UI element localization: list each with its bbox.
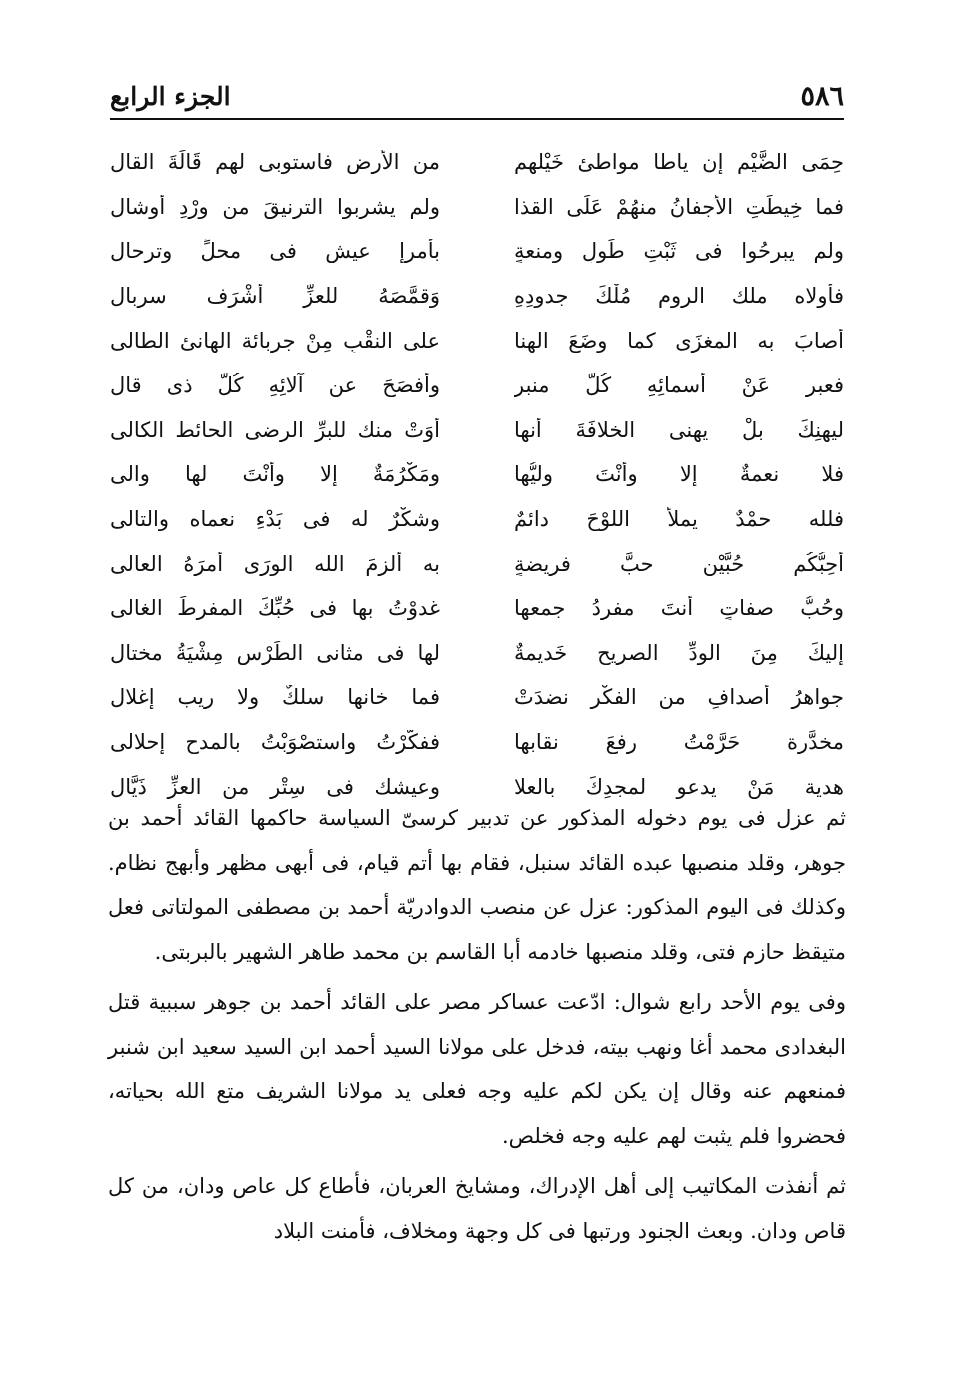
- first-hemistich: أصابَ به المغزَى كما وضَعَ الهنا: [514, 328, 844, 353]
- part-title: الجزء الرابع: [110, 81, 231, 111]
- second-hemistich: به أَلزمَ الله الورَى أمرَهُ العالى: [110, 551, 440, 576]
- second-hemistich: ففكَّرْتُ واستصْوَبْتُ بالمدح إحلالى: [110, 730, 440, 755]
- poem: [110, 140, 844, 809]
- verse-line: [110, 497, 844, 542]
- second-hemistich: فما خانها سلكٌ ولا ريب إغلالِ: [110, 685, 440, 710]
- first-hemistich: أُحِبُّكُم حُبَّيْنِ حبَّ فريضةٍ: [514, 551, 844, 576]
- verse-line: [110, 631, 844, 676]
- first-hemistich: وحُبُّ صفاتٍ أنتَ مفردُ جمعها: [514, 596, 844, 621]
- paragraph: وفى يوم الأحد رابع شوال: ادّعت عساكر مصر على القائد أحمد بن جوهر سببية قتل البغدادى محمد أغا ونهب بيته، فدخل على مولانا السيد أحمد ابن السيد سعيد ابن شنبر فمنعهم عنه وقال إن يكن لكم عليه وجه فعلى يد مولانا الشريف متع الله بحياته، فحضروا فلم يثبت لهم عليه وجه فخلص.: [108, 990, 846, 1148]
- second-hemistich: وشكْرٌ له فى بَدْءِ نعماه والتالى: [110, 507, 440, 532]
- first-hemistich: ليهنِكَ بلْ يهنى الخلافَةَ أنها: [514, 417, 844, 442]
- running-header: [110, 74, 844, 120]
- verse-line: [110, 318, 844, 363]
- first-hemistich: فما خِيطَتِ الأجفانُ منهُمْ عَلَى القذا: [514, 194, 844, 219]
- second-hemistich: على النقْبِ مِنْ جربائة الهانئ الطالى: [110, 328, 440, 353]
- first-hemistich: ولم يبرحُوا فى ثَبْتِ طَولٍ ومنعةٍ: [514, 239, 844, 264]
- paragraph: ثم أنفذت المكاتيب إلى أهل الإدراك، ومشايخ العربان، فأطاع كل عاص ودان، من كل قاص ودان. وبعث الجنود ورتبها فى كل وجهة ومخلاف، فأمنت البلاد: [108, 1174, 846, 1243]
- verse-line: [110, 675, 844, 720]
- first-hemistich: جواهرُ أصدافِ من الفكْرِ نضدَتْ: [514, 685, 844, 710]
- first-hemistich: فلا نعمةٌ إلا وأنْتَ وليُّها: [514, 462, 844, 487]
- second-hemistich: وعيشك فى سِتْرٍ من العزِّ ذَيَّالِ: [110, 774, 440, 799]
- first-hemistich: فأولاه ملك الروم مُلْكَ جدودِهِ: [514, 284, 844, 309]
- first-hemistich: هدية مَنْ يدعو لمجدِكَ بالعلا: [514, 774, 844, 799]
- verse-line: [110, 720, 844, 765]
- prose-body: [108, 796, 846, 1253]
- verse-line: [110, 586, 844, 631]
- second-hemistich: ومَكْرُمَةٌ إلا وأنْتَ لها والى: [110, 462, 440, 487]
- first-hemistich: إليكَ مِنَ الودِّ الصريحِ خَديمةٌ: [514, 640, 844, 665]
- verse-line: [110, 140, 844, 185]
- first-hemistich: فلله حمْدٌ يملأُ اللوْحَ دائمٌ: [514, 507, 844, 532]
- page-number: ٥٨٦: [800, 80, 844, 112]
- first-hemistich: حِمَى الضَّيْم إن ياطا مواطئ خَيْلهم: [514, 150, 844, 175]
- second-hemistich: ولم يشربوا الترنيقَ من وِرْدِ أوشالِ: [110, 194, 440, 219]
- first-hemistich: فعبر عَنْ أسمائِهِ كُلُّ منبرٍ: [514, 373, 844, 398]
- first-hemistich: مخدَّرة حَرَّمْتُ رفعَ نقابها: [514, 730, 844, 755]
- second-hemistich: لها فى مثانى الطِّرْسِ مِشْيَةُ مختال: [110, 640, 440, 665]
- second-hemistich: أَوَتْ منك للبرِّ الرضى الحائط الكالى: [110, 417, 440, 442]
- verse-line: [110, 408, 844, 453]
- verse-line: [110, 229, 844, 274]
- second-hemistich: غدوْتُ بها فى حُبِّكَ المفرِطَ الغالى: [110, 596, 440, 621]
- second-hemistich: وَقمَّصَهُ للعزِّ أَشْرَف سربالِ: [110, 284, 440, 309]
- verse-line: [110, 274, 844, 319]
- second-hemistich: بأمرإِ عيشٍ فى محلٍّ وترحالِ: [110, 239, 440, 264]
- second-hemistich: من الأرض فاستوبى لهم قَالَةَ القالِ: [110, 150, 440, 175]
- paragraph: ثم عزل فى يوم دخوله المذكور عن تدبير كرسىّ السياسة حاكمها القائد أحمد بن جوهر، وقلد منصبها عبده القائد سنبل، فقام بها أتم قيام، فى أبهى مظهر وأبهج نظام. وكذلك فى اليوم المذكور: عزل عن منصب الدوادريّة أحمد بن مصطفى المولتاتى فعل متيقظ حازم فتى، وقلد منصبها خادمه أبا القاسم بن محمد طاهر الشهير بالبربتى.: [108, 806, 846, 964]
- verse-line: [110, 452, 844, 497]
- verse-line: [110, 363, 844, 408]
- second-hemistich: وأفصَحَ عن آلائِهِ كُلُّ ذى قال: [110, 373, 440, 398]
- verse-line: [110, 541, 844, 586]
- verse-line: [110, 185, 844, 230]
